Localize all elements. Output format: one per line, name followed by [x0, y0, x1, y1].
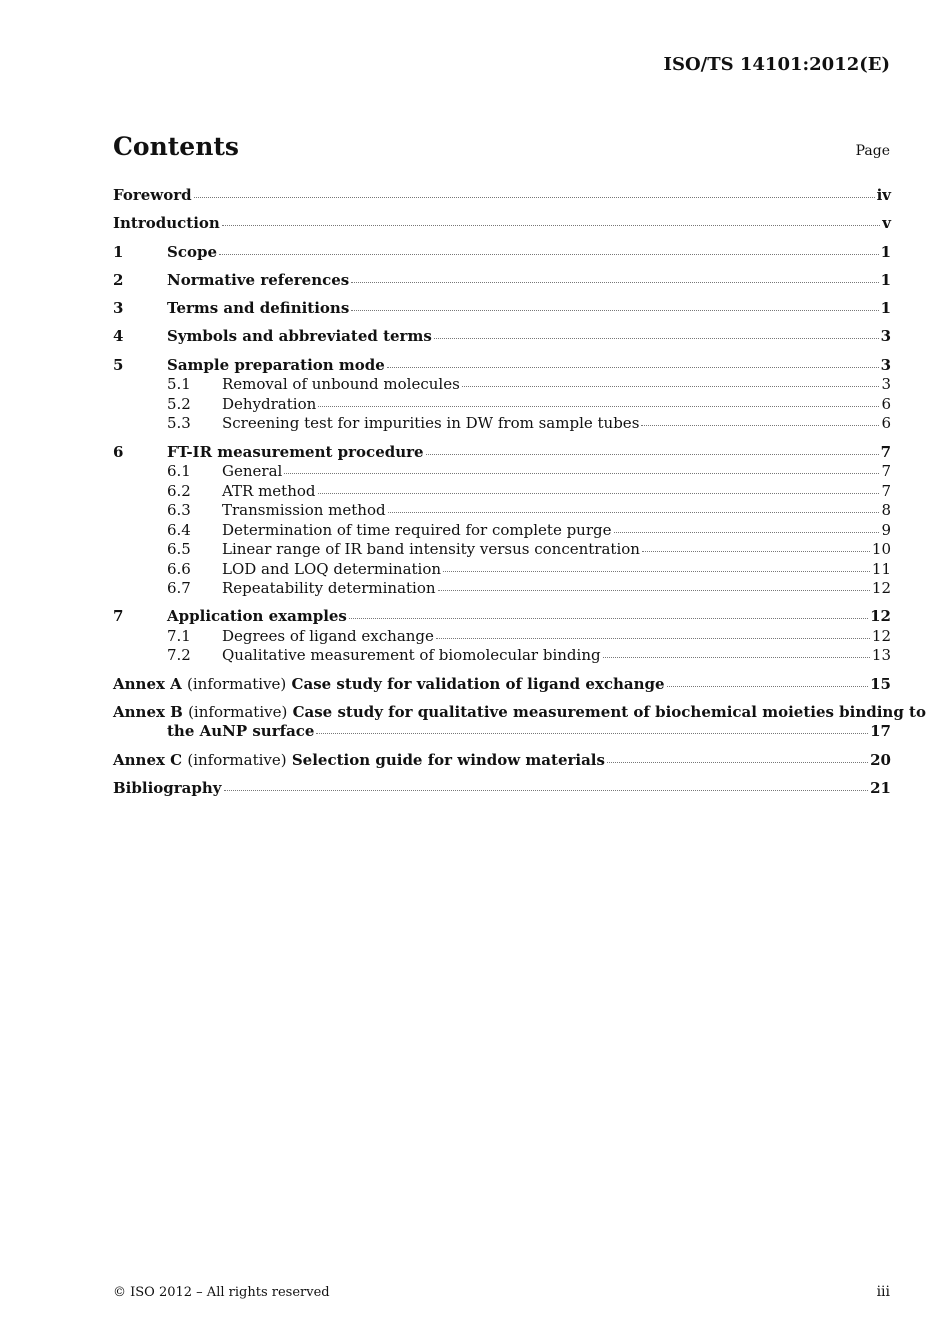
- dot-leader: [667, 686, 869, 687]
- toc-entry-title: Scope: [167, 242, 218, 261]
- toc-entry-subclause-5-1[interactable]: [113, 375, 891, 395]
- toc-entry-clause-3[interactable]: [113, 299, 891, 319]
- dot-leader: [349, 618, 868, 619]
- footer-copyright: © ISO 2012 – All rights reserved: [113, 1285, 330, 1300]
- toc-entry-annex-a[interactable]: [113, 675, 891, 695]
- toc-entry-number: 6.7: [167, 579, 191, 598]
- toc-page-number: 7: [881, 481, 891, 500]
- toc-entry-clause-7[interactable]: [113, 607, 891, 627]
- toc-page-number: 12: [870, 607, 891, 626]
- toc-entry-clause-5[interactable]: [113, 356, 891, 376]
- dot-leader: [318, 406, 879, 407]
- toc-page-number: 21: [870, 779, 891, 798]
- toc-entry-subclause-6-4[interactable]: [113, 521, 891, 541]
- toc-entry-number: 7: [113, 607, 124, 626]
- toc-entry-title: Removal of unbound molecules: [222, 375, 460, 394]
- toc-clauses: [113, 243, 891, 666]
- toc-page-number: 20: [870, 750, 891, 769]
- annex-label: Annex B: [113, 702, 183, 721]
- annex-informative: (informative): [187, 674, 287, 693]
- toc-page-number: 1: [880, 242, 891, 261]
- toc-page-number: 11: [871, 559, 891, 578]
- dot-leader: [641, 425, 879, 426]
- toc-page-number: 3: [881, 375, 891, 394]
- toc-entry-subclause-6-5[interactable]: [113, 540, 891, 560]
- toc-page-number: 9: [881, 520, 891, 539]
- dot-leader: [222, 225, 880, 226]
- toc-entry-title: Linear range of IR band intensity versus concentration: [222, 540, 640, 559]
- toc-entry-title: Normative references: [167, 270, 350, 289]
- toc-entry-clause-4[interactable]: [113, 327, 891, 347]
- dot-leader: [351, 282, 878, 283]
- toc-entry-title: Sample preparation mode: [167, 355, 385, 374]
- toc-entry-foreword[interactable]: [113, 186, 891, 206]
- toc-entry-number: 1: [113, 242, 124, 261]
- toc-entry-introduction[interactable]: [113, 214, 891, 234]
- toc-entry-continuation: [113, 722, 891, 742]
- annex-label: Annex A: [113, 674, 182, 693]
- dot-leader: [614, 532, 880, 533]
- toc-entry-title: FT-IR measurement procedure: [167, 442, 424, 461]
- toc-entry-title: [113, 751, 605, 771]
- toc-entry-subclause-6-3[interactable]: [113, 501, 891, 521]
- toc-entry-title: [113, 702, 926, 723]
- toc-entry-number: 6.2: [167, 481, 191, 500]
- dot-leader: [219, 254, 879, 255]
- dot-leader: [318, 493, 880, 494]
- toc-entry-title: ATR method: [222, 481, 316, 500]
- toc-page-number: 6: [881, 394, 891, 413]
- toc-entry-title: General: [222, 462, 283, 481]
- toc-entry-title: Bibliography: [113, 779, 222, 798]
- toc-entry-number: 6: [113, 442, 124, 461]
- dot-leader: [387, 367, 879, 368]
- toc-entry-title: Determination of time required for complete purge: [222, 520, 612, 539]
- annex-informative: (informative): [187, 750, 287, 769]
- toc-page-number: 7: [880, 442, 891, 461]
- toc-entry-title: Screening test for impurities in DW from sample tubes: [222, 414, 640, 433]
- toc-entry-number: 6.6: [167, 559, 191, 578]
- toc-entry-subclause-6-2[interactable]: [113, 482, 891, 502]
- dot-leader: [316, 733, 868, 734]
- toc-page-number: 1: [880, 270, 891, 289]
- toc-page-number: 13: [871, 646, 891, 665]
- toc-page-number: 17: [870, 722, 891, 741]
- contents-title: Contents: [113, 132, 240, 161]
- toc-entry-number: 7.2: [167, 646, 191, 665]
- toc-entry-number: 6.1: [167, 462, 191, 481]
- dot-leader: [284, 473, 879, 474]
- toc-entry-number: 6.4: [167, 520, 191, 539]
- toc-page-number: 6: [881, 414, 891, 433]
- toc-page-number: 10: [871, 540, 891, 559]
- toc-entry-number: 7.1: [167, 626, 191, 645]
- toc-entry-number: 5.3: [167, 414, 191, 433]
- dot-leader: [438, 590, 870, 591]
- toc-entry-title: LOD and LOQ determination: [222, 559, 442, 578]
- toc-entry-title: Qualitative measurement of biomolecular binding: [222, 646, 601, 665]
- toc-entry-title: [113, 675, 665, 695]
- dot-leader: [607, 762, 868, 763]
- annex-title-line2: the AuNP surface: [167, 722, 315, 741]
- toc-entry-clause-1[interactable]: [113, 243, 891, 263]
- toc-entry-bibliography[interactable]: [113, 779, 891, 799]
- toc-entry-clause-2[interactable]: [113, 271, 891, 291]
- dot-leader: [426, 454, 879, 455]
- footer-page-number: iii: [876, 1284, 890, 1300]
- annex-informative: (informative): [188, 702, 288, 721]
- annex-title: Case study for validation of ligand exchange: [291, 674, 665, 693]
- toc-entry-number: 5: [113, 355, 124, 374]
- toc-page-number: 15: [870, 674, 891, 693]
- toc-entry-title: Application examples: [167, 607, 347, 626]
- toc-page-number: v: [882, 214, 891, 233]
- toc-entry-annex-c[interactable]: [113, 751, 891, 771]
- dot-leader: [462, 386, 880, 387]
- toc-page-number: 3: [880, 327, 891, 346]
- dot-leader: [603, 657, 870, 658]
- toc-entry-subclause-6-1[interactable]: [113, 462, 891, 482]
- toc-entry-number: 5.2: [167, 394, 191, 413]
- toc-page-number: iv: [876, 186, 891, 204]
- dot-leader: [351, 310, 878, 311]
- toc-page-number: 7: [881, 462, 891, 481]
- toc-entry-number: 5.1: [167, 375, 191, 394]
- toc-entry-number: 2: [113, 270, 124, 289]
- toc-entry-title: Degrees of ligand exchange: [222, 626, 434, 645]
- toc-entry-annex-b[interactable]: [113, 702, 926, 742]
- dot-leader: [642, 551, 870, 552]
- page-column-label: Page: [855, 143, 890, 159]
- annex-title: Selection guide for window materials: [291, 750, 605, 769]
- toc-entry-subclause-5-3[interactable]: [113, 414, 891, 434]
- table-of-contents: [113, 186, 926, 799]
- toc-entry-title: Repeatability determination: [222, 579, 436, 598]
- toc-entry-number: 6.3: [167, 501, 191, 520]
- annex-title-line1: Case study for qualitative measurement of biochemical moieties binding to: [292, 702, 926, 721]
- toc-page-number: 12: [871, 579, 891, 598]
- toc-entry-number: 3: [113, 299, 124, 318]
- toc-page-number: 1: [880, 299, 891, 318]
- toc-entry-subclause-7-2[interactable]: [113, 646, 891, 666]
- toc-entry-title: Foreword: [113, 186, 192, 204]
- toc-entry-title: Transmission method: [222, 501, 386, 520]
- toc-page-number: 3: [880, 355, 891, 374]
- toc-entry-title: Dehydration: [222, 394, 317, 413]
- toc-entry-subclause-6-7[interactable]: [113, 579, 891, 599]
- toc-entry-clause-6[interactable]: [113, 443, 891, 463]
- toc-entry-subclause-6-6[interactable]: [113, 560, 891, 580]
- toc-entry-number: 4: [113, 327, 124, 346]
- toc-entry-title: Introduction: [113, 214, 220, 233]
- toc-page-number: 12: [871, 626, 891, 645]
- dot-leader: [388, 512, 880, 513]
- toc-entry-subclause-5-2[interactable]: [113, 395, 891, 415]
- dot-leader: [434, 338, 879, 339]
- toc-entry-title: Symbols and abbreviated terms: [167, 327, 432, 346]
- annex-label: Annex C: [113, 750, 183, 769]
- toc-entry-subclause-7-1[interactable]: [113, 627, 891, 647]
- dot-leader: [224, 790, 869, 791]
- toc-entry-number: 6.5: [167, 540, 191, 559]
- toc-page-number: 8: [881, 501, 891, 520]
- document-id: ISO/TS 14101:2012(E): [663, 54, 890, 75]
- dot-leader: [194, 197, 875, 198]
- toc-entry-title: Terms and definitions: [167, 299, 350, 318]
- dot-leader: [436, 638, 870, 639]
- dot-leader: [443, 571, 870, 572]
